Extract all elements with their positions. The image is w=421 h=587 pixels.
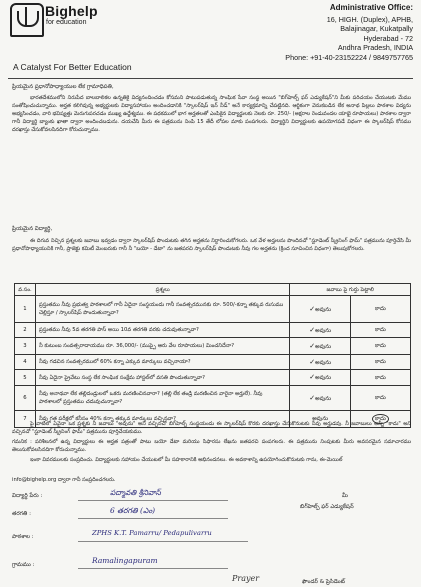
contact-note: ఇంకా వివరములకు సంప్రదించు. విద్యార్థులకు సహాయం చేయుటలో మీ సహకారానికి అభినందనలు. ఈ అవకాశాన్ని ఉపయోగించుకొనుటకు గాను, ఈ-మెయిల్ <box>30 457 343 463</box>
answer-yes-label: అవును <box>315 343 332 350</box>
address-line: Balajinagar, Kukatpally <box>340 24 413 34</box>
checkmark-icon: ✓ <box>309 393 316 402</box>
answer-no[interactable]: కాదు <box>350 355 410 370</box>
answer-yes[interactable] <box>290 323 350 338</box>
table-row <box>15 386 411 411</box>
closing-word: మీ <box>342 493 348 499</box>
table-row <box>15 338 411 355</box>
question-text: నీవు గడచిన సంవత్సరములో 60% కన్నా ఎక్కువ మార్కులు వచ్చినాయా? <box>35 355 289 370</box>
answer-no[interactable]: కాదు <box>350 386 410 411</box>
answer-yes-label: అవును <box>315 359 332 366</box>
row-number: 3 <box>15 338 36 355</box>
checkmark-icon: ✓ <box>309 325 316 334</box>
answer-yes-label: అవును <box>315 375 332 381</box>
school-label: పాఠశాల : <box>12 534 34 540</box>
eligibility-table <box>14 283 411 428</box>
checkmark-icon: ✓ <box>309 373 316 381</box>
village-label: గ్రామము : <box>12 562 35 568</box>
bighelp-logo-icon <box>10 3 44 37</box>
question-text: ప్రస్తుతము నీవు 5వ తరగతి పాస్ అయి 10వ తరగతి వరకు చదువుతున్నావా? <box>35 323 289 338</box>
office-address <box>243 3 413 63</box>
address-line: Hyderabad - 72 <box>363 33 413 43</box>
handwritten-signature: Prayer <box>232 574 260 583</box>
question-text: నీవు అనాథవా లేక తల్లిదండ్రులలో ఒకరు మరణించినవారా? (తల్లి లేక తండ్రి మరణించిన వారైనా అర్హులే). నీవు పాఠశాలలో ప్రస్తుతము చదువుచున్నావా? <box>35 386 289 411</box>
village-value[interactable]: Ramalingapuram <box>92 556 158 565</box>
question-text: నీ కుటుంబ సంవత్సరాదాయము రూ. 36,000/- (ముప్పై ఆరు వేల రూపాయలు) మించనిదేనా? <box>35 338 289 355</box>
answer-yes-label: అవును <box>315 306 332 313</box>
checkmark-icon: ✓ <box>309 357 316 366</box>
table-row <box>15 323 411 338</box>
answer-no[interactable]: కాదు <box>350 323 410 338</box>
answer-yes[interactable] <box>290 338 350 355</box>
instructions-paragraph: ఈ దిగువ నిచ్చిన ప్రశ్నలకు జవాబు ఇవ్వడం ద్వారా స్కాలర్‌షిప్ పొందుటకు తగిన అర్హతను నిర్ధారించుకోగలరు. ఒక వేళ అర్హులను పొందినచో "స్టూడెంట్ స్క్రీనింగ్ ఫామ్" పత్రమును పూర్తిచేసి మీ ప్రధానోపాధ్యాయునికి గానీ, ప్రాజెక్టు కమిటీ మెంబరుకు గానీ నీ "బయో - డేటా" ను జతపరచి స్కాలర్‌షిప్ పొందుటకు నీవు గల అర్హతను (క్రింద సూచించిన విధంగా) తెలుపుకోగలరు. <box>12 238 411 253</box>
closing-founder: ఫౌండర్ & ప్రెసిడెంట్ <box>302 579 345 585</box>
answer-yes-label: అవును <box>315 395 332 402</box>
phone-line: Phone: +91-40-23152224 / 9849757765 <box>285 52 413 62</box>
row-number: 6 <box>15 386 36 411</box>
checkmark-icon: ✓ <box>309 341 316 350</box>
header-divider <box>8 78 413 79</box>
office-title: Administrative Office: <box>329 3 413 12</box>
table-row <box>15 355 411 370</box>
checkmark-icon: ✓ <box>309 304 316 313</box>
question-text: నీవు ఏదైనా ప్రైవేటు సంస్థ లేక సాంఘిక సంక్షేమ హాస్టల్‌లో వసతి పొందుతున్నావా? <box>35 370 289 386</box>
row-number: 4 <box>15 355 36 370</box>
salutation-headmaster: ప్రియమైన ప్రధానోపాధ్యాయుల లేక గ్రామాధిపతి, <box>12 84 114 90</box>
brand-subtitle: for education <box>46 19 87 26</box>
question-text: నీవు గత పరీక్షలో కనీసం 40% కన్నా తక్కువ మార్కులు వచ్చినవా? <box>35 411 289 428</box>
answer-no-label: కాదు <box>372 414 389 424</box>
row-number: 5 <box>15 370 36 386</box>
name-underline <box>78 500 228 501</box>
table-row <box>15 296 411 323</box>
answer-no[interactable]: కాదు <box>350 338 410 355</box>
table-row <box>15 370 411 386</box>
student-name-value[interactable]: పద్మావతి శ్రీనివాస్ <box>110 488 161 497</box>
tagline: A Catalyst For Better Education <box>13 62 132 72</box>
address-line: Andhra Pradesh, INDIA <box>337 43 413 53</box>
student-name-label: విద్యార్థి పేరు : <box>12 493 43 499</box>
answer-no[interactable]: కాదు <box>350 296 410 323</box>
village-underline <box>78 568 228 569</box>
row-number: 1 <box>15 296 36 323</box>
remark-note: గమనిక : పరిశీలనలో ఉన్న విద్యార్థులు ఈ అర్హత పత్రంతో పాటు బయో డేటా మరియు సిఫారసు లేఖను జతపరచి పంపగలరు. ఈ పత్రమును నింపుటకు మీరు అవసరమైన సమాచారము తెలుసుకోవలసినదిగా కోరుచున్నాము. <box>12 439 411 454</box>
answer-yes[interactable] <box>290 370 350 386</box>
question-text: ప్రస్తుతము నీవు ప్రభుత్వ పాఠశాలలో గానీ ఏదైనా సంస్థయందు గానీ సంవత్సరమునకు రూ. 500/-కన్నా తక్కువ రుసుము చెల్లిస్తూ / స్కాలర్‌షిప్ పొందుతున్నావా? <box>35 296 289 323</box>
answer-yes[interactable]: అవును <box>290 411 350 428</box>
closing-organization: బిగ్‌హెల్ప్ ఫర్ ఎడ్యుకేషన్ <box>300 504 354 510</box>
address-line: 16, HIGH. (Duplex), APHB, <box>326 14 413 24</box>
col-header-answer: జవాబు పై గుర్తు పెట్టాలి <box>290 284 411 296</box>
brand-name: Bighelp <box>45 3 98 19</box>
answer-yes[interactable] <box>290 386 350 411</box>
contact-email: info@bighelp.org ద్వారా గానీ సంప్రదించగలరు. <box>12 477 116 483</box>
class-value[interactable]: 6 తరగతి (ఎం) <box>110 506 156 515</box>
col-header-number: వ.సం. <box>15 284 36 296</box>
table-header-row <box>15 284 411 296</box>
school-value[interactable]: ZPHS K.T. Pamarru/ Pedapulivarru <box>92 529 212 537</box>
answer-yes-label: అవును <box>315 327 332 334</box>
salutation-student: ప్రియమైన విద్యార్థి, <box>12 226 53 232</box>
eligibility-note: పై వాటిలో ఏవైనా ఒక ప్రశ్నకు నీ జవాబు "అవును" అని వచ్చినచో బిగ్‌హెల్ప్ సంస్థయందు ఈ స్కాలర్‌షిప్ కొరకు దరఖాస్తు చేసుకొనుటకు నీవు అర్హుడవు. నీ జవాబులు అన్నీ "కాదు" అని వచ్చినచో "స్టూడెంట్ స్క్రీనింగ్ ఫామ్" పత్రమును పూర్తిచేయకుము. <box>12 421 411 436</box>
school-underline <box>78 541 248 542</box>
answer-yes[interactable] <box>290 355 350 370</box>
answer-no[interactable]: కాదు <box>350 370 410 386</box>
row-number: 7 <box>15 411 36 428</box>
intro-paragraph: భారతదేశములోని నిరుపేద బాలబాలికల ఉన్నతికై విద్యనందించడం కోసమని పాటుపడుతున్న సాంఘిక సేవా సంస్థ అయిన "బిగ్‌హెల్ప్ ఫర్ ఎడ్యుకేషన్"ని మీకు పరిచయం చేయుటకు మేము సంతోషించుచున్నాము. అర్హత కలిగివున్న అభ్యర్థులకు విద్యాసహాయం అందించడానికి "స్కాలర్‌షిప్ ఇన్ నీడ్" అనే కార్యక్రమాన్ని చేపట్టినది. ఆర్థికంగా వెనుకబడిన లేక అనాథ పిల్లలు పాఠశాల విద్యను అభ్యసించడం, వారి భవిష్యత్తు మెరుగుపరచడం ముఖ్య ఉద్దేశ్యము. ఈ పథకములో భాగ అర్హతలతో ఎంపికైన విద్యార్థులకు నెలకు రూ. 250/- (అక్షరాల రెండువందల యాభై రూపాయలు) పాఠశాల ద్వారా గానీ విద్యార్థి బ్యాంకు ఖాతా ద్వారా అందించబడును. దయచేసి మీరు ఈ పత్రమును నింపి 15 తేదీ లోపల మాకు పంపగలరు. విద్యార్థిని విద్యార్థులకు ఉపయోగపడే విధంగా ఈ స్కాలర్‌షిప్ కోసము దరఖాస్తు చేసుకోవలసినదిగా కోరుచున్నాము. <box>12 95 411 134</box>
class-label: తరగతి : <box>12 511 31 517</box>
row-number: 2 <box>15 323 36 338</box>
col-header-question: ప్రశ్నలు <box>35 284 289 296</box>
answer-yes[interactable] <box>290 296 350 323</box>
class-underline <box>78 518 228 519</box>
